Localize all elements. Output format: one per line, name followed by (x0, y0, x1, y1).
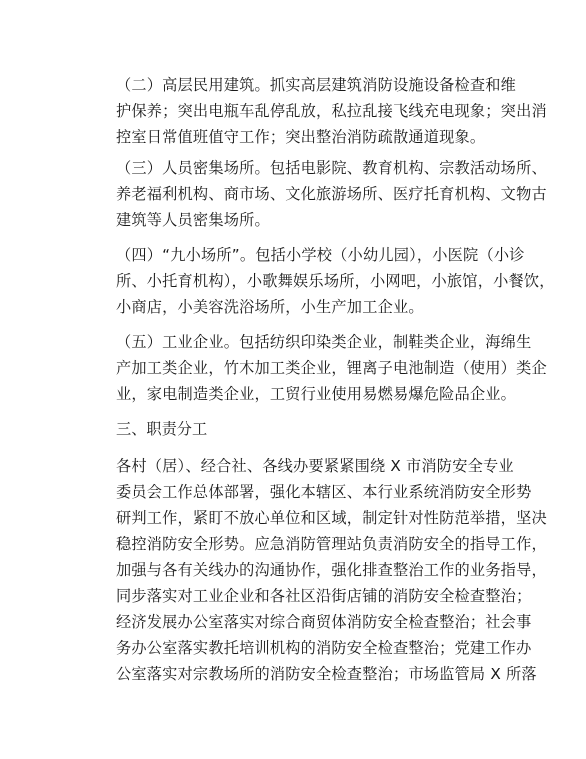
paragraph-crowded-places (116, 155, 547, 233)
text-line: 产加工类企业，竹木加工类企业，锂离子电池制造（使用）类企 (116, 359, 547, 377)
text-line: 经济发展办公室落实对综合商贸体消防安全检查整治；社会事 (116, 613, 532, 631)
text-line: 公室落实对宗教场所的消防安全检查整治；市场监管局 X 所落 (116, 665, 537, 683)
section-heading: 三、职责分工 (116, 420, 208, 438)
text-line: 控室日常值班值守工作；突出整治消防疏散通道现象。 (116, 128, 486, 146)
text-line: 稳控消防安全形势。应急消防管理站负责消防安全的指导工作， (116, 535, 547, 553)
paragraph-nine-small (116, 242, 555, 320)
text-line: （三）人员密集场所。包括电影院、教育机构、宗教活动场所、 (116, 159, 547, 177)
text-line: 委员会工作总体部署，强化本辖区、本行业系统消防安全形势 (116, 483, 532, 501)
paragraph-industrial (116, 329, 547, 407)
text-line: 小商店，小美容洗浴场所，小生产加工企业。 (116, 298, 424, 316)
text-line: 研判工作，紧盯不放心单位和区域，制定针对性防范举措，坚决 (116, 509, 547, 527)
text-line: 护保养；突出电瓶车乱停乱放，私拉乱接飞线充电现象；突出消 (116, 102, 547, 120)
text-line: （四）“九小场所”。包括小学校（小幼儿园），小医院（小诊 (116, 246, 525, 264)
text-line: （二）高层民用建筑。抓实高层建筑消防设施设备检查和维 (116, 76, 517, 94)
paragraph-high-rise (116, 72, 547, 150)
text-line: （五）工业企业。包括纺织印染类企业，制鞋类企业，海绵生 (116, 333, 532, 351)
text-line: 业，家电制造类企业，工贸行业使用易燃易爆危险品企业。 (116, 385, 517, 403)
text-line: 养老福利机构、商市场、文化旅游场所、医疗托育机构、文物古 (116, 185, 547, 203)
text-line: 加强与各有关线办的沟通协作，强化排查整治工作的业务指导， (116, 561, 547, 579)
paragraph-duties (116, 453, 547, 687)
text-line: 建筑等人员密集场所。 (116, 211, 270, 229)
text-line: 所、小托育机构），小歌舞娱乐场所，小网吧，小旅馆，小餐饮， (116, 272, 555, 290)
text-line: 各村（居）、经合社、各线办要紧紧围绕 X 市消防安全专业 (116, 457, 514, 475)
text-line: 同步落实对工业企业和各社区沿街店铺的消防安全检查整治； (116, 587, 532, 605)
text-line: 务办公室落实教托培训机构的消防安全检查整治；党建工作办 (116, 639, 532, 657)
